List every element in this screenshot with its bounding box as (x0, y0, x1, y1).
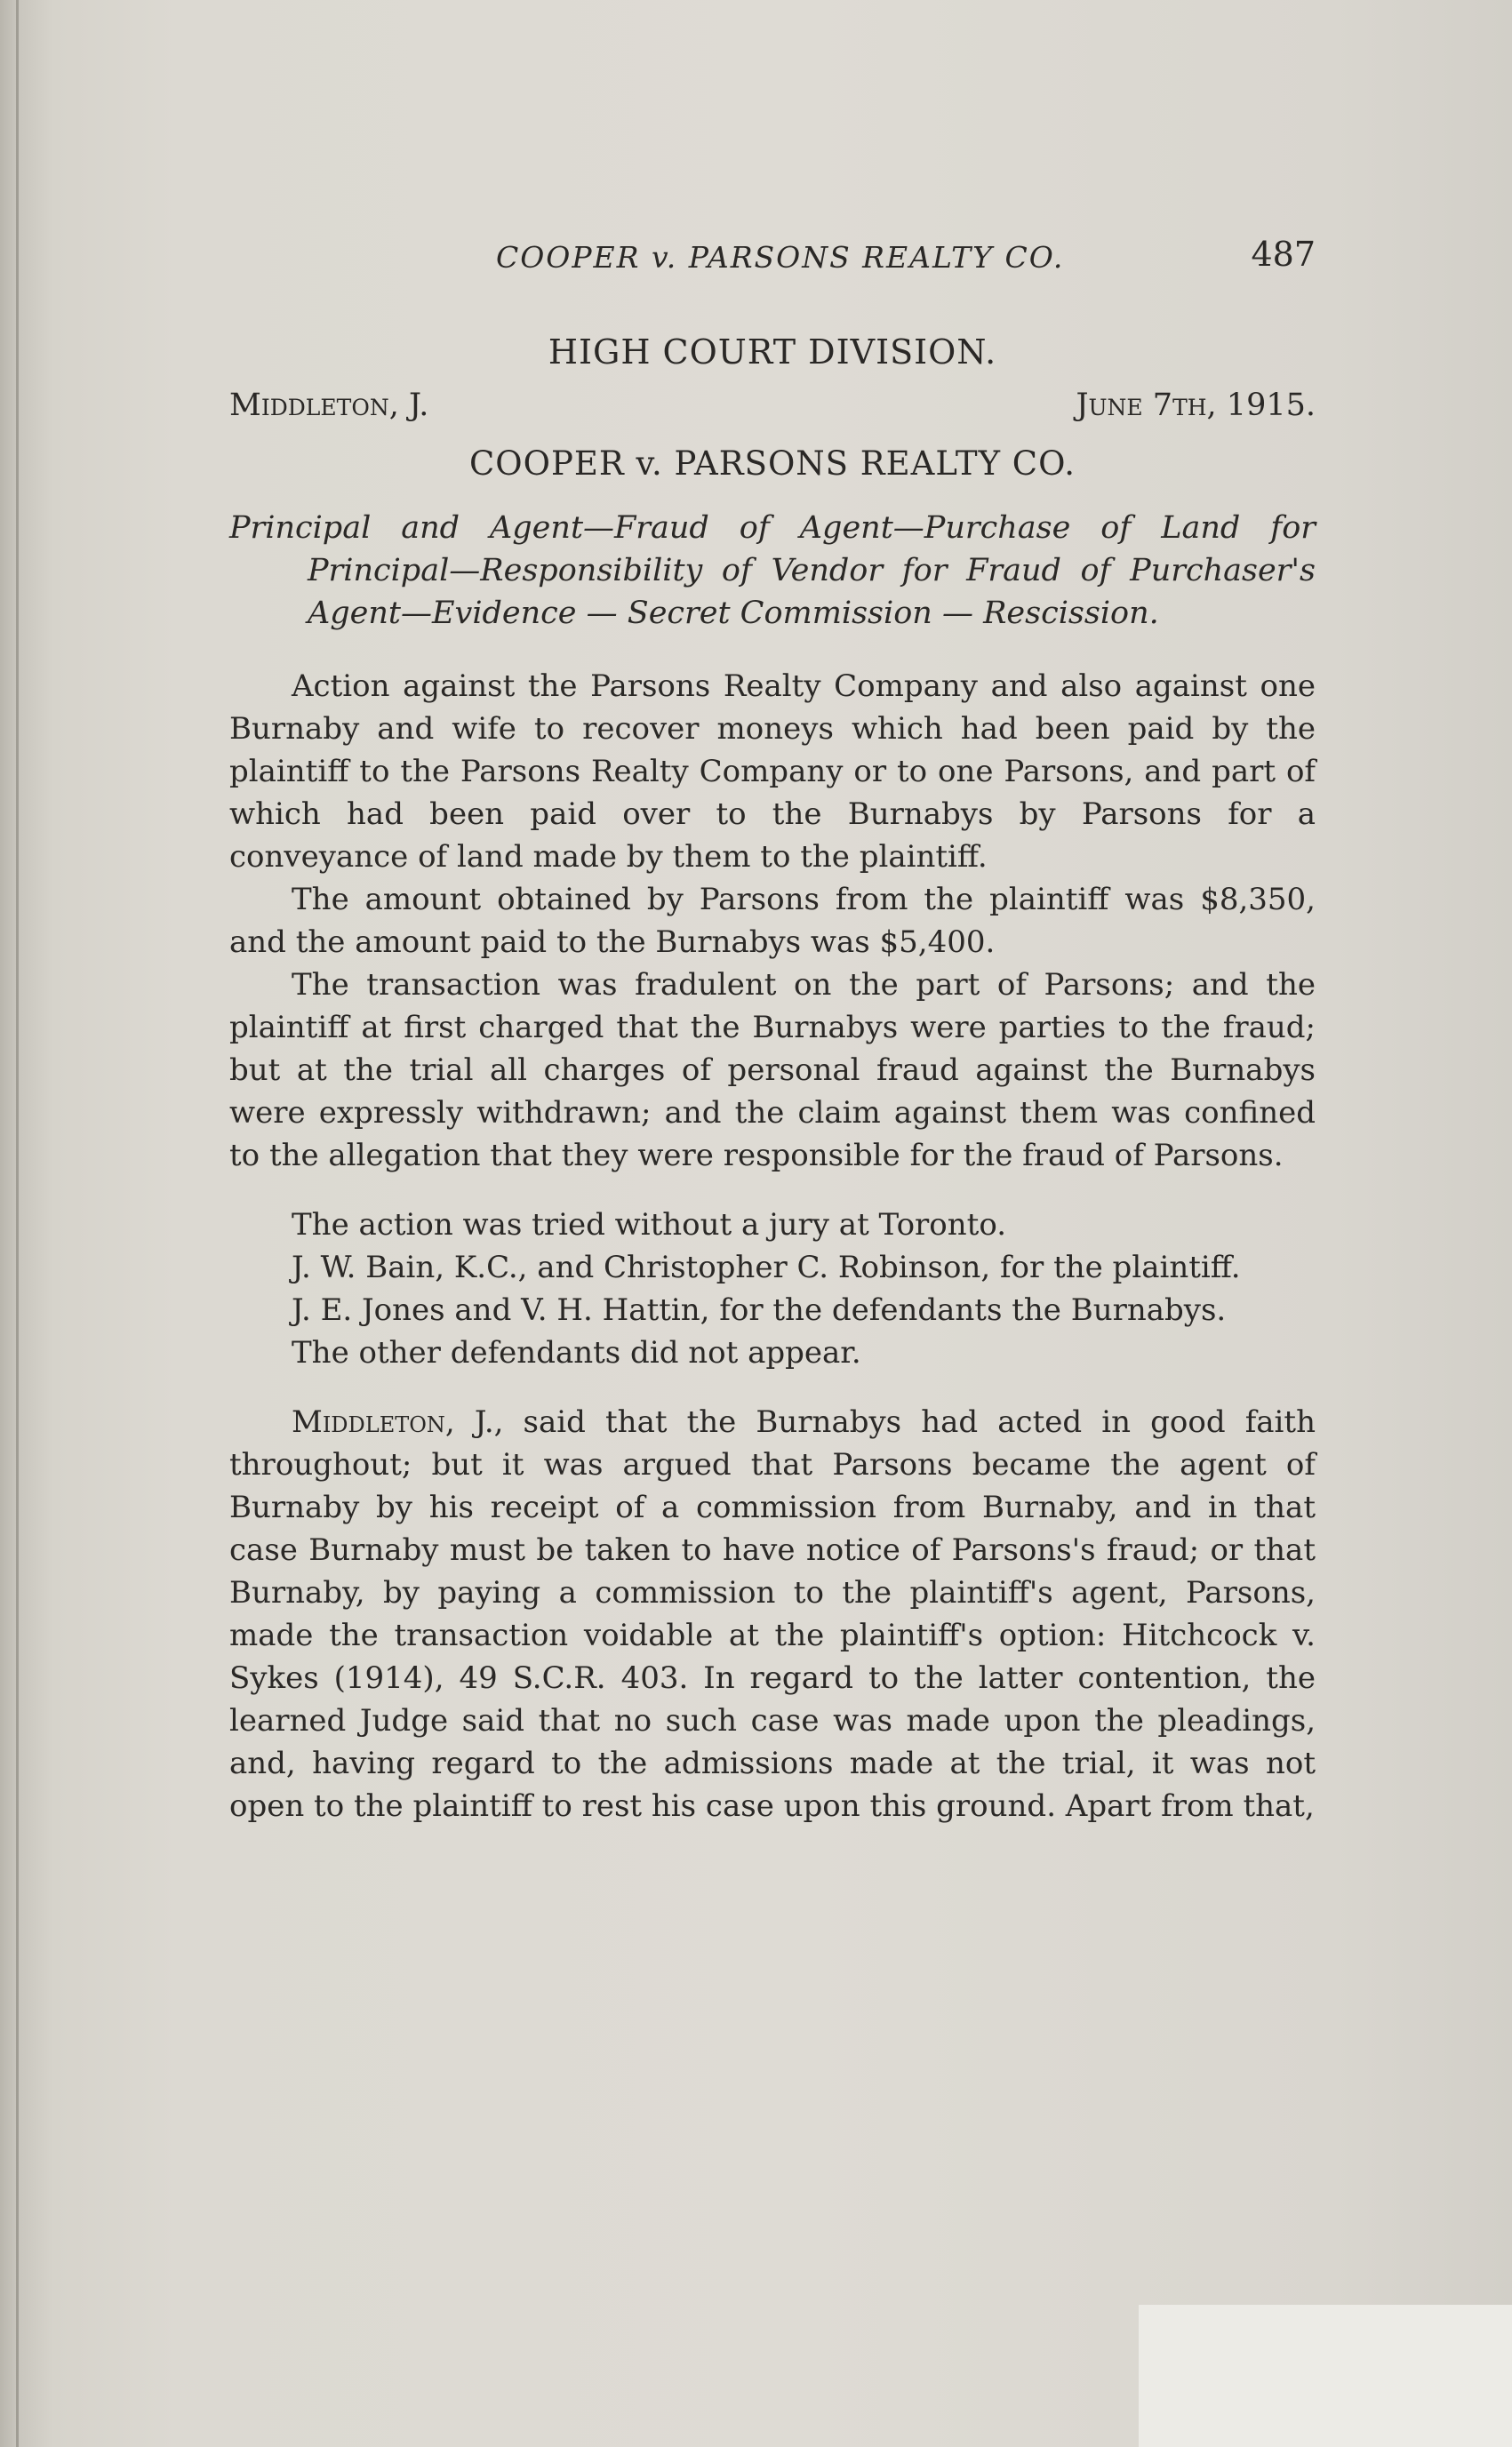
judge-name: Middleton, J. (229, 388, 429, 423)
paragraph-judgment (229, 1401, 1316, 1827)
judgment-date: June 7th, 1915. (1076, 388, 1316, 423)
paragraph-defendant-counsel: J. E. Jones and V. H. Hattin, for the defendants the Burnabys. (292, 1292, 1227, 1328)
page-number: 487 (1251, 235, 1316, 274)
text-column (229, 231, 1316, 1827)
running-head-title: COOPER v. PARSONS REALTY CO. (496, 240, 1065, 275)
paragraph-trial: The action was tried without a jury at Toronto. (292, 1207, 1007, 1243)
paragraph-transaction: The transaction was fradulent on the part of Parsons; and the plaintiff at first charged that the Burnabys were parties to the fraud; but at the trial all charges of personal fraud against the Burnabys were expressly withdrawn; and the claim against them was confined to the allegation that they were responsible for the fraud of Parsons. (229, 967, 1316, 1173)
headnote: Principal and Agent—Fraud of Agent—Purchase of Land for Principal—Responsibility of Vendor for Fraud of Purchaser's Agent—Evidence — Secret Commission — Rescission. (229, 510, 1316, 631)
judge-date-line (229, 388, 1316, 432)
paragraph-amount: The amount obtained by Parsons from the plaintiff was $8,350, and the amount paid to the Burnabys was $5,400. (229, 882, 1316, 960)
book-spine-edge (16, 0, 19, 2447)
paragraph-action: Action against the Parsons Realty Company and also against one Burnaby and wife to recover moneys which had been paid by the plaintiff to the Parsons Realty Company or to one Parsons, and part of which had been paid over to the Burnabys by Parsons for a conveyance of land made by them to the plaintiff. (229, 668, 1316, 875)
case-title: COOPER v. PARSONS REALTY CO. (468, 444, 1076, 483)
judgment-text: , said that the Burnabys had acted in good faith throughout; but it was argued that Parsons became the agent of Burnaby by his receipt of a commission from Burnaby, and in that case Burnaby must be taken to have notice of Parsons's fraud; or that Burnaby, by paying a commission to the plaintiff's agent, Parsons, made the transaction voidable at the plaintiff's option: Hitchcock v. Sykes (1914), 49 S.C.R. 403. In regard to the latter contention, the learned Judge said that no such case was made upon the pleadings, and, having regard to the admissions made at the trial, it was not open to the plaintiff to rest his case upon this ground. Apart from that, (229, 1404, 1316, 1824)
paragraph-other-defendants: The other defendants did not appear. (292, 1335, 861, 1371)
scan-corner-patch (1139, 2305, 1512, 2447)
judgment-judge-name: Middleton, J. (292, 1404, 494, 1440)
court-division-heading: HIGH COURT DIVISION. (548, 332, 997, 372)
running-head (229, 231, 1316, 284)
paragraph-plaintiff-counsel: J. W. Bain, K.C., and Christopher C. Robinson, for the plaintiff. (292, 1250, 1241, 1285)
case-body (229, 665, 1316, 1827)
